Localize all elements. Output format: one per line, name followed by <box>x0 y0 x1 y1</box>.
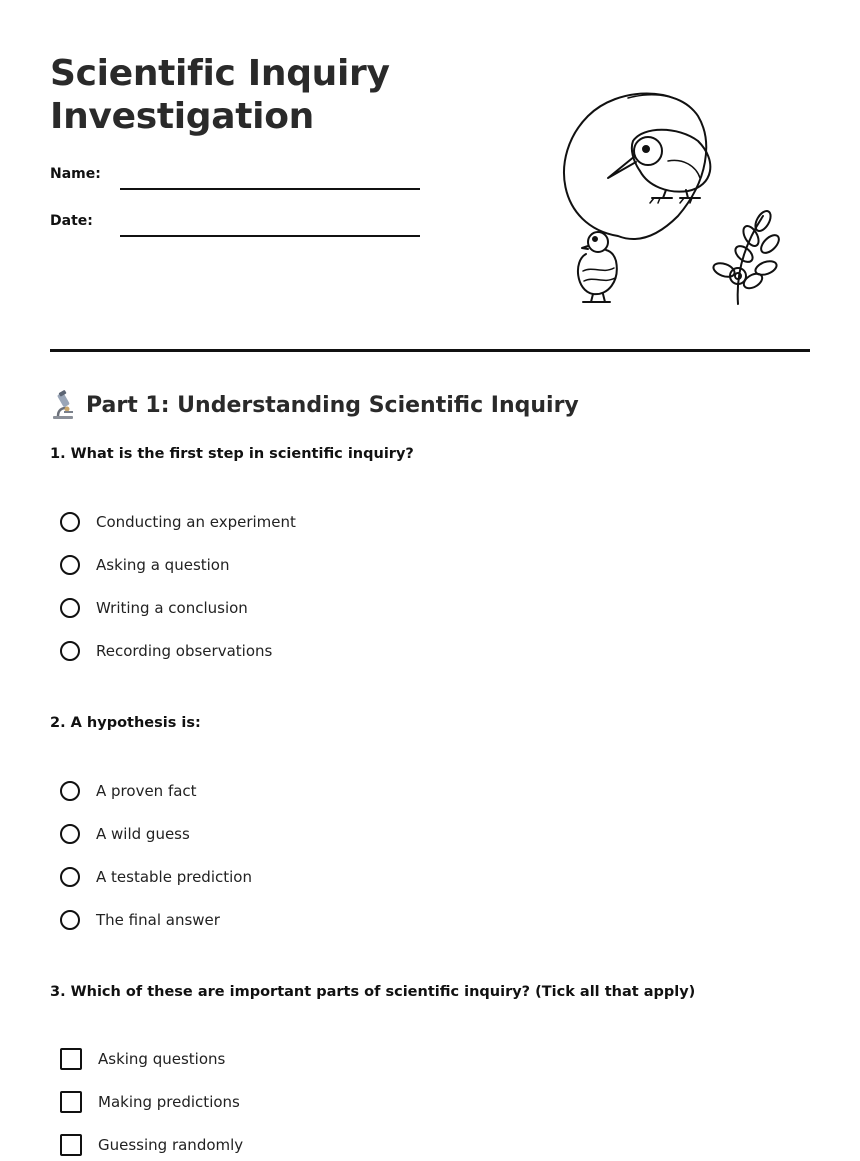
option-label: A testable prediction <box>96 868 252 886</box>
q2-option-4[interactable] <box>60 907 220 933</box>
q2-option-1[interactable] <box>60 778 197 804</box>
option-label: A wild guess <box>96 825 190 843</box>
checkbox[interactable] <box>60 1134 82 1156</box>
option-label: A proven fact <box>96 782 197 800</box>
title-line-1: Scientific Inquiry <box>50 53 390 94</box>
date-underline[interactable] <box>120 235 420 237</box>
q3-option-1[interactable] <box>60 1046 225 1072</box>
microscope-icon <box>50 390 76 420</box>
option-label: Guessing randomly <box>98 1136 244 1154</box>
date-field[interactable] <box>50 213 430 243</box>
q1-option-4[interactable] <box>60 638 272 664</box>
q1-option-2[interactable] <box>60 552 230 578</box>
birds-and-plant-icon <box>548 86 788 310</box>
checkbox[interactable] <box>60 1048 82 1070</box>
q1-option-3[interactable] <box>60 595 248 621</box>
option-label: Writing a conclusion <box>96 599 248 617</box>
part-1-title: Part 1: Understanding Scientific Inquiry <box>86 392 579 418</box>
q1-option-1[interactable] <box>60 509 296 535</box>
question-3: 3. Which of these are important parts of scientific inquiry? (Tick all that apply) <box>50 984 696 1000</box>
option-label: Asking questions <box>98 1050 226 1068</box>
option-label: Making predictions <box>98 1093 240 1111</box>
q3-option-2[interactable] <box>60 1089 240 1115</box>
section-divider <box>50 349 810 352</box>
radio-button[interactable] <box>60 555 80 575</box>
q2-option-3[interactable] <box>60 864 252 890</box>
title-line-2: Investigation <box>50 96 314 137</box>
option-label: The final answer <box>96 911 220 929</box>
radio-button[interactable] <box>60 910 80 930</box>
option-label: Recording observations <box>96 642 273 660</box>
radio-button[interactable] <box>60 598 80 618</box>
part-1-heading <box>50 388 579 422</box>
radio-button[interactable] <box>60 824 80 844</box>
option-label: Conducting an experiment <box>96 513 296 531</box>
q2-option-2[interactable] <box>60 821 190 847</box>
question-2: 2. A hypothesis is: <box>50 715 201 731</box>
checkbox[interactable] <box>60 1091 82 1113</box>
question-1: 1. What is the first step in scientific inquiry? <box>50 446 414 462</box>
name-underline[interactable] <box>120 188 420 190</box>
option-label: Asking a question <box>96 556 230 574</box>
worksheet-title <box>50 52 470 138</box>
name-field[interactable] <box>50 166 430 196</box>
radio-button[interactable] <box>60 867 80 887</box>
name-label: Name: <box>50 166 101 182</box>
radio-button[interactable] <box>60 512 80 532</box>
date-label: Date: <box>50 213 93 229</box>
radio-button[interactable] <box>60 781 80 801</box>
q3-option-3[interactable] <box>60 1132 243 1158</box>
radio-button[interactable] <box>60 641 80 661</box>
